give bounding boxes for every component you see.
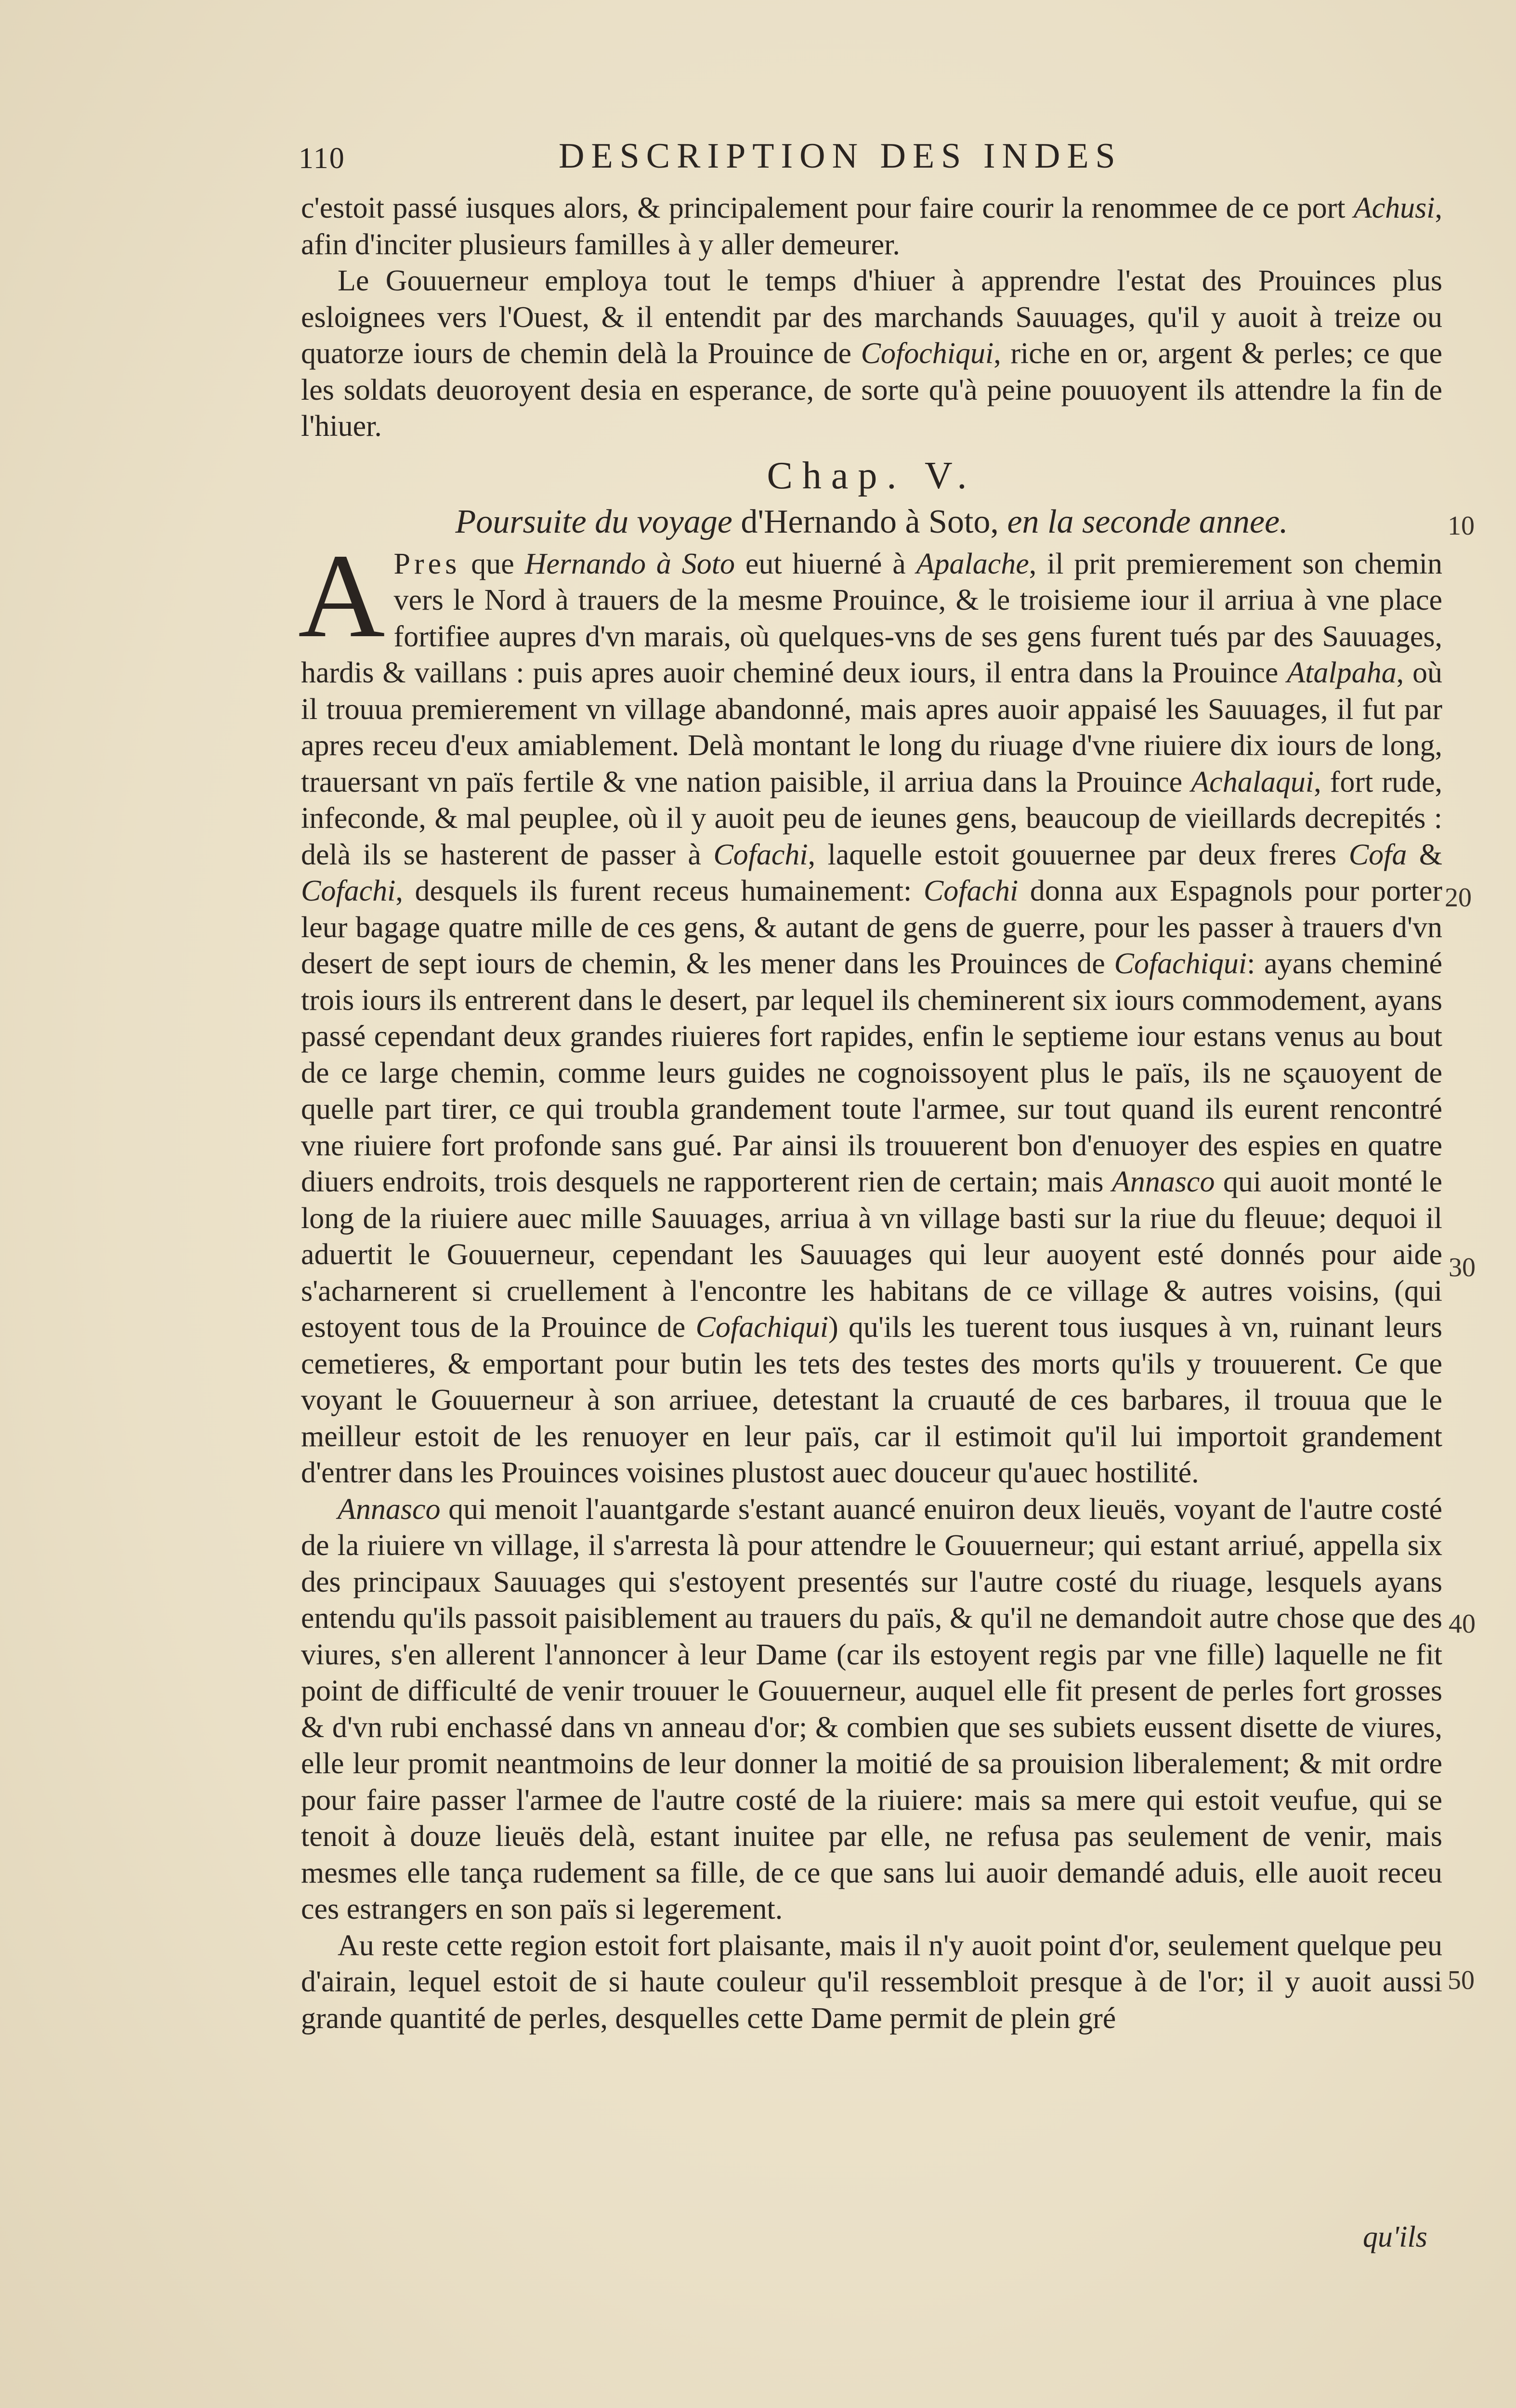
line-number-40: 40 — [1449, 1609, 1476, 1639]
paragraph-journey: A Pres que Hernando à Soto eut hiuerné à Apalache, il prit premierement son chemin vers le Nord à trauers de la mesme Prouince, & le troisieme iour il arriua à vne place fortifiee aupres d'vn marais, où quelques-vns de ses gens furent tués par des Sauuages, hardis & vaillans : puis apres auoir cheminé deux iours, il entra dans la Prouince Atalpaha, où il trouua premierement vn village abandonné, mais apres auoir appaisé les Sauuages, il fut par apres receu d'eux amiablement. Delà montant le long du riuage d'vne riuiere dix iours de long, trauersant vn païs fertile & vne nation paisible, il arriua dans la Prouince Achalaqui, fort rude, infeconde, & mal peuplee, où il y auoit peu de ieunes gens, beaucoup de vieillards decrepités : delà ils se hasterent de passer à Cofachi, laquelle estoit gouuernee par deux freres Cofa & Cofachi, desquels ils furent receus humainement: Cofachi donna aux Espagnols pour porter leur bagage quatre mille de ces gens, & autant de gens de guerre, pour les passer à trauers d'vn desert de sept iours de chemin, & les mener dans les Prouinces de Cofachiqui: ayans cheminé trois iours ils entrerent dans le desert, par lequel ils cheminerent six iours commodement, ayans passé cependant deux grandes riuieres fort rapides, enfin le septieme iour estans venus au bout de ce large chemin, comme leurs guides ne cognoissoyent plus le païs, ils ne sçauoyent de quelle part tirer, ce qui troubla grandement toute l'armee, sur tout quand ils eurent rencontré vne riuiere fort profonde sans gué. Par ainsi ils trouuerent bon d'enuoyer des espies en quatre diuers endroits, trois desquels ne rapporterent rien de certain; mais Annasco qui auoit monté le long de la riuiere auec mille Sauuages, arriua à vn village basti sur la riue du fleuue; dequoi il aduertit le Gouuerneur, cependant les Sauuages qui leur auoyent esté donnés pour aide s'acharnerent si cruellement à l'encontre les habitans de ce village & autres voisins, (qui estoyent tous de la Prouince de Cofachiqui) qu'ils les tuerent tous iusques à vn, ruinant leurs cemetieres, & emportant pour butin les tets des testes des morts qu'ils y trouuerent. Ce que voyant le Gouuerneur à son arriuee, detestant la cruauté de ces barbares, il trouua que le meilleur estoit de les renuoyer en leur païs, car il estimoit qu'il lui importoit grandement d'entrer dans les Prouinces voisines plustost auec douceur qu'auec hostilité. — [298, 529, 1443, 1489]
chapter-subtitle: Poursuite du voyage d'Hernando à Soto, en la seconde annee. — [455, 503, 1288, 540]
line-number-30: 30 — [1449, 1253, 1476, 1283]
line-number-50: 50 — [1448, 1965, 1475, 1995]
main-text — [298, 190, 1443, 2037]
drop-cap: A — [298, 529, 385, 663]
paragraph-region: Au reste cette region estoit fort plaisante, mais il n'y auoit point d'or, seulement quelque peu d'airain, lequel estoit de si haute couleur qu'il ressembloit presque à de l'or; il y auoit aussi grande quantité de perles, desquelles cette Dame permit de plein gré — [301, 1929, 1442, 2035]
catchword: qu'ils — [1363, 2221, 1427, 2253]
paragraph-annasco: Annasco qui menoit l'auantgarde s'estant auancé enuiron deux lieuës, voyant de l'autre costé de la riuiere vn village, il s'arresta là pour attendre le Gouuerneur; qui estant arriué, appella six des principaux Sauuages qui s'estoyent presentés sur l'autre costé du riuage, lesquels ayans entendu qu'ils passoit paisiblement au trauers du païs, & qu'il ne demandoit autre chose que des viures, s'en allerent l'annoncer à leur Dame (car ils estoyent regis par vne fille) laquelle ne fit point de difficulté de venir trouuer le Gouuerneur, auquel elle fit present de perles fort grosses & d'vn rubi enchassé dans vn anneau d'or; & combien que ses subiets eussent disette de viures, elle leur promit neantmoins de leur donner la moitié de sa prouision liberalement; & mit ordre pour faire passer l'armee de l'autre costé de la riuiere: mais sa mere qui estoit veufue, qui se tenoit à douze lieuës delà, estant inuitee par elle, ne refusa pas seulement de venir, mais mesmes elle tança rudement sa fille, de ce que sans lui auoir demandé aduis, elle auoit receu ces estrangers en son païs si legerement. — [301, 1492, 1442, 1925]
paragraph-continuation: c'estoit passé iusques alors, & principalement pour faire courir la renommee de ce port Achusi, afin d'inciter plusieurs familles à y aller demeurer. — [301, 192, 1442, 261]
page-header — [299, 136, 1474, 179]
line-number-10: 10 — [1448, 511, 1475, 541]
paragraph-winter: Le Gouuerneur employa tout le temps d'hiuer à apprendre l'estat des Prouinces plus esloignees vers l'Ouest, & il entendit par des marchands Sauuages, qu'il y auoit à treize ou quatorze iours de chemin delà la Prouince de Cofochiqui, riche en or, argent & perles; ce que les soldats deuoroyent desia en esperance, de sorte qu'à peine pouuoyent ils attendre la fin de l'hiuer. — [301, 264, 1442, 443]
folio-number: 110 — [299, 142, 345, 175]
running-title: DESCRIPTION DES INDES — [559, 136, 1122, 176]
chapter-heading: Chap. V. — [767, 454, 977, 497]
line-number-20: 20 — [1445, 883, 1472, 913]
